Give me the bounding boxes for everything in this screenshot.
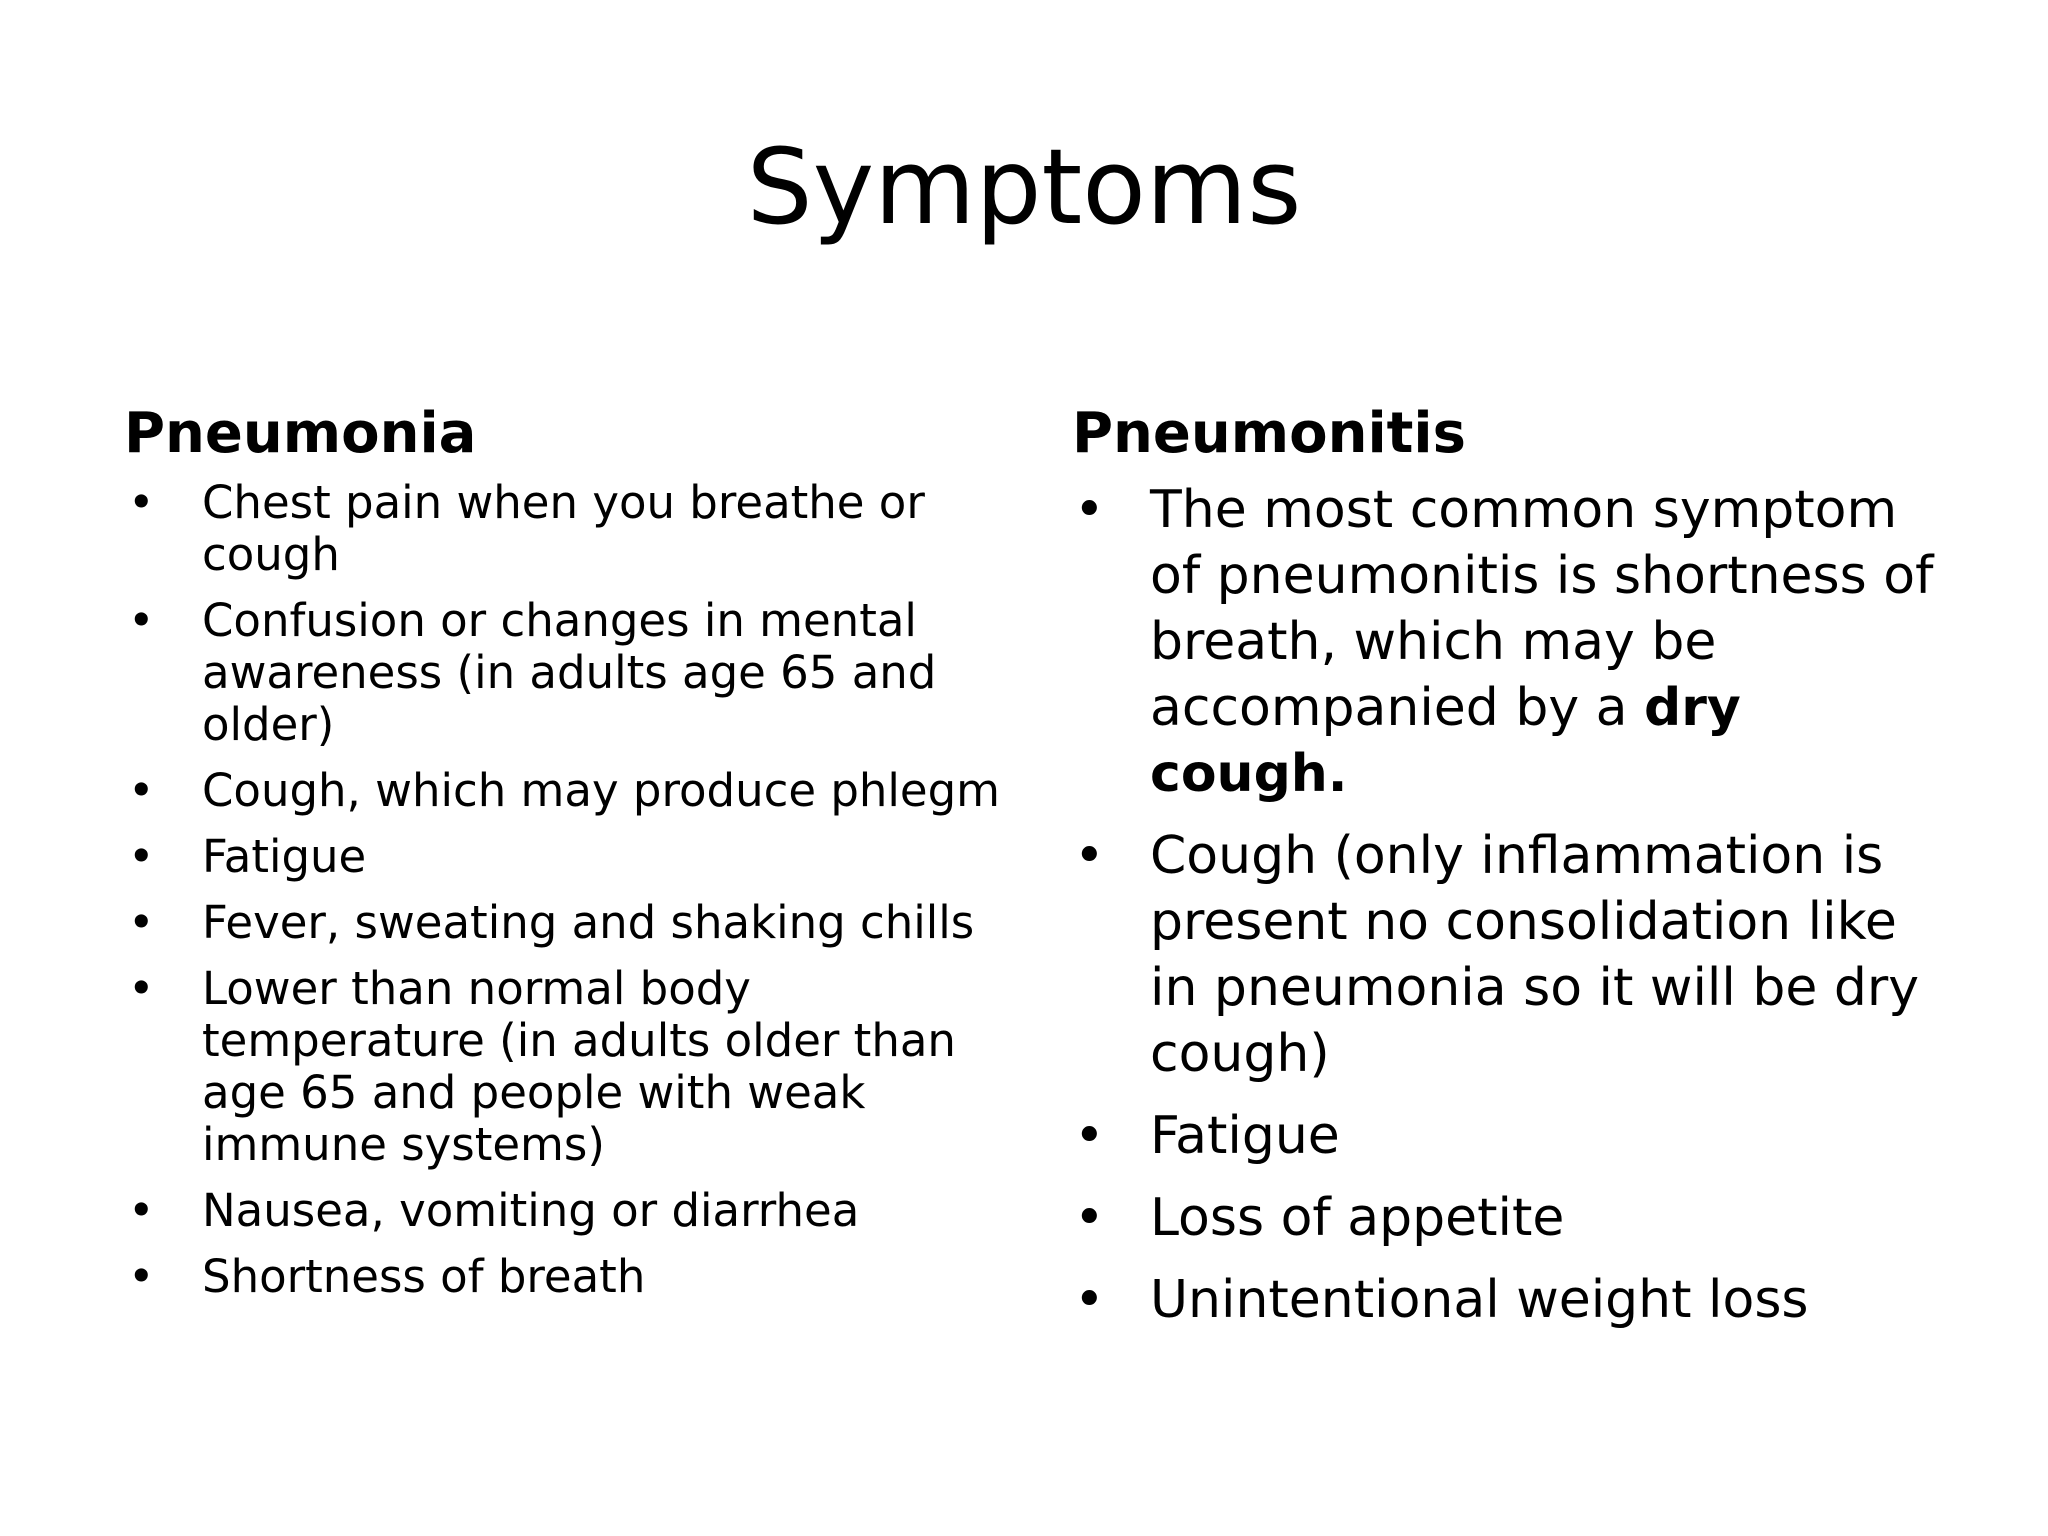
pneumonia-symptom-list <box>124 477 1004 1303</box>
bullet-icon: • <box>128 896 155 950</box>
bullet-icon: • <box>128 476 155 530</box>
list-item <box>124 897 1004 949</box>
pneumonitis-heading: Pneumonitis <box>1072 401 1466 466</box>
list-item <box>1072 823 1952 1087</box>
list-item <box>1072 1267 1952 1333</box>
pneumonitis-symptom-list <box>1072 477 1952 1333</box>
list-item-text: The most common symptom of pneumonitis is shortness of breath, which may be accompanied by a <box>1150 480 1934 739</box>
pneumonitis-column <box>1072 400 1952 1349</box>
list-item-text: Loss of appetite <box>1150 1188 1565 1249</box>
list-item-text: Chest pain when you breathe or cough <box>202 476 925 582</box>
list-item <box>124 963 1004 1171</box>
list-item <box>124 765 1004 817</box>
bullet-icon: • <box>1074 1188 1105 1249</box>
list-item <box>124 831 1004 883</box>
list-item <box>1072 477 1952 807</box>
bullet-icon: • <box>128 594 155 648</box>
bullet-icon: • <box>1074 826 1105 887</box>
pneumonia-column <box>124 400 1004 1317</box>
list-item-text: Nausea, vomiting or diarrhea <box>202 1184 860 1238</box>
list-item-text: Fever, sweating and shaking chills <box>202 896 975 950</box>
list-item <box>1072 1103 1952 1169</box>
list-item <box>124 595 1004 751</box>
list-item-text: Fatigue <box>202 830 367 884</box>
bullet-icon: • <box>1074 1106 1105 1167</box>
list-item-text: Cough, which may produce phlegm <box>202 764 1001 818</box>
bullet-icon: • <box>128 830 155 884</box>
list-item-emphasis: dry cough. <box>1150 678 1741 805</box>
bullet-icon: • <box>128 1184 155 1238</box>
bullet-icon: • <box>128 962 155 1016</box>
list-item-text: Lower than normal body temperature (in adults older than age 65 and people with weak immune systems) <box>202 962 956 1172</box>
slide-title: Symptoms <box>746 126 1302 248</box>
pneumonia-heading: Pneumonia <box>124 401 477 466</box>
list-item <box>124 1251 1004 1303</box>
list-item-text: Cough (only inflammation is present no consolidation like in pneumonia so it will be dry cough) <box>1150 826 1920 1085</box>
bullet-icon: • <box>1074 1270 1105 1331</box>
list-item-text: Fatigue <box>1150 1106 1340 1167</box>
list-item-text: Shortness of breath <box>202 1250 646 1304</box>
list-item <box>124 477 1004 581</box>
bullet-icon: • <box>1074 480 1105 541</box>
list-item <box>124 1185 1004 1237</box>
list-item-text: Unintentional weight loss <box>1150 1270 1809 1331</box>
list-item <box>1072 1185 1952 1251</box>
list-item-text: Confusion or changes in mental awareness (in adults age 65 and older) <box>202 594 937 752</box>
bullet-icon: • <box>128 1250 155 1304</box>
bullet-icon: • <box>128 764 155 818</box>
